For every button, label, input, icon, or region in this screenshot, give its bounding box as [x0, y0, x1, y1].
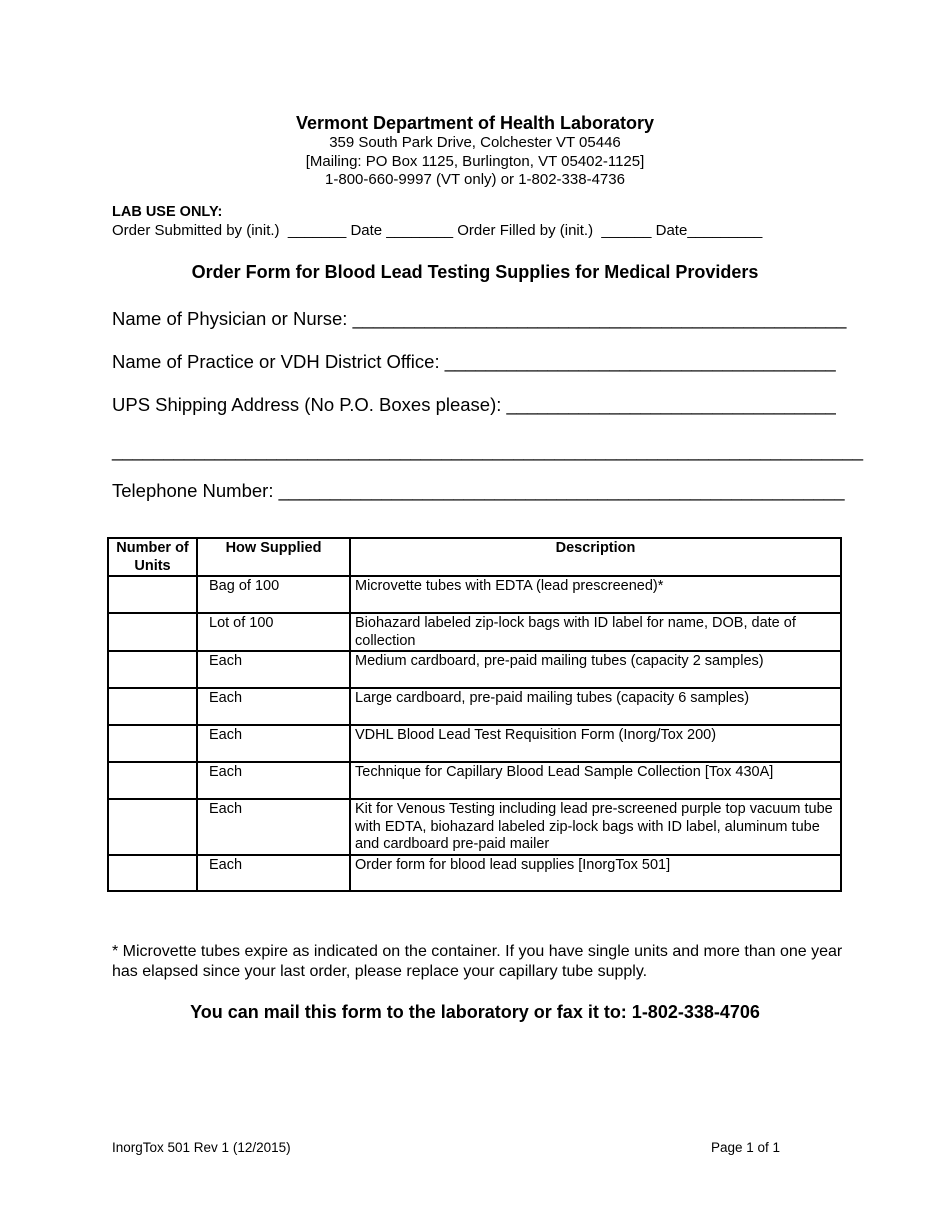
page-number: Page 1 of 1: [711, 1140, 781, 1155]
header-units: Number of Units: [108, 538, 197, 576]
ups-address-field[interactable]: UPS Shipping Address (No P.O. Boxes please): ________________________________: [112, 394, 836, 415]
table-row: [108, 855, 841, 891]
lab-name: Vermont Department of Health Laboratory: [295, 113, 655, 133]
description-cell: Medium cardboard, pre-paid mailing tubes (capacity 2 samples): [350, 651, 841, 688]
header-description: Description: [350, 538, 841, 576]
table-row: [108, 799, 841, 855]
letterhead: [0, 112, 950, 190]
units-cell[interactable]: [108, 799, 197, 855]
physician-name-field[interactable]: Name of Physician or Nurse: ________________________________________________: [112, 308, 847, 329]
table-row: [108, 651, 841, 688]
units-cell[interactable]: [108, 576, 197, 613]
description-cell: Large cardboard, pre-paid mailing tubes (capacity 6 samples): [350, 688, 841, 725]
header-how-supplied: How Supplied: [197, 538, 350, 576]
table-row: [108, 725, 841, 762]
description-cell: Technique for Capillary Blood Lead Sample Collection [Tox 430A]: [350, 762, 841, 799]
fax-instructions: You can mail this form to the laboratory or fax it to: 1-802-338-4706: [190, 1002, 760, 1022]
units-cell[interactable]: [108, 651, 197, 688]
description-cell: Microvette tubes with EDTA (lead prescreened)*: [350, 576, 841, 613]
lab-use-line: Order Submitted by (init.) _______ Date ________ Order Filled by (init.) ______ Date_________: [112, 222, 763, 239]
practice-name-field[interactable]: Name of Practice or VDH District Office: ______________________________________: [112, 351, 836, 372]
how-supplied-cell: Each: [197, 651, 350, 688]
microvette-footnote: * Microvette tubes expire as indicated on the container. If you have single units and more than one year has elapsed since your last order, please replace your capillary tube supply.: [112, 943, 843, 980]
table-row: [108, 688, 841, 725]
lab-phone: 1-800-660-9997 (VT only) or 1-802-338-4736: [325, 171, 625, 188]
description-cell: VDHL Blood Lead Test Requisition Form (Inorg/Tox 200): [350, 725, 841, 762]
how-supplied-cell: Lot of 100: [197, 613, 350, 651]
how-supplied-cell: Each: [197, 762, 350, 799]
street-address: 359 South Park Drive, Colchester VT 05446: [329, 134, 621, 151]
how-supplied-cell: Each: [197, 799, 350, 855]
units-cell[interactable]: [108, 855, 197, 891]
table-row: [108, 576, 841, 613]
ups-address-line-2[interactable]: _________________________________________________________________________: [112, 440, 864, 461]
units-cell[interactable]: [108, 688, 197, 725]
telephone-field[interactable]: Telephone Number: _______________________________________________________: [112, 480, 845, 501]
how-supplied-cell: Each: [197, 855, 350, 891]
supplies-table: [107, 537, 842, 892]
document-id: InorgTox 501 Rev 1 (12/2015): [112, 1140, 291, 1155]
form-title: Order Form for Blood Lead Testing Supplies for Medical Providers: [191, 262, 759, 282]
table-header-row: [108, 538, 841, 576]
table-row: [108, 762, 841, 799]
units-cell[interactable]: [108, 725, 197, 762]
description-cell: Biohazard labeled zip-lock bags with ID label for name, DOB, date of collection: [350, 613, 841, 651]
description-cell: Order form for blood lead supplies [InorgTox 501]: [350, 855, 841, 891]
mailing-address: [Mailing: PO Box 1125, Burlington, VT 05402-1125]: [305, 152, 645, 170]
units-cell[interactable]: [108, 762, 197, 799]
how-supplied-cell: Bag of 100: [197, 576, 350, 613]
how-supplied-cell: Each: [197, 688, 350, 725]
table-row: [108, 613, 841, 651]
description-cell: Kit for Venous Testing including lead pre-screened purple top vacuum tube with EDTA, biohazard labeled zip-lock bags with ID label, aluminum tube and cardboard pre-paid mailer: [350, 799, 841, 855]
units-cell[interactable]: [108, 613, 197, 651]
how-supplied-cell: Each: [197, 725, 350, 762]
lab-use-title: LAB USE ONLY:: [112, 204, 223, 220]
